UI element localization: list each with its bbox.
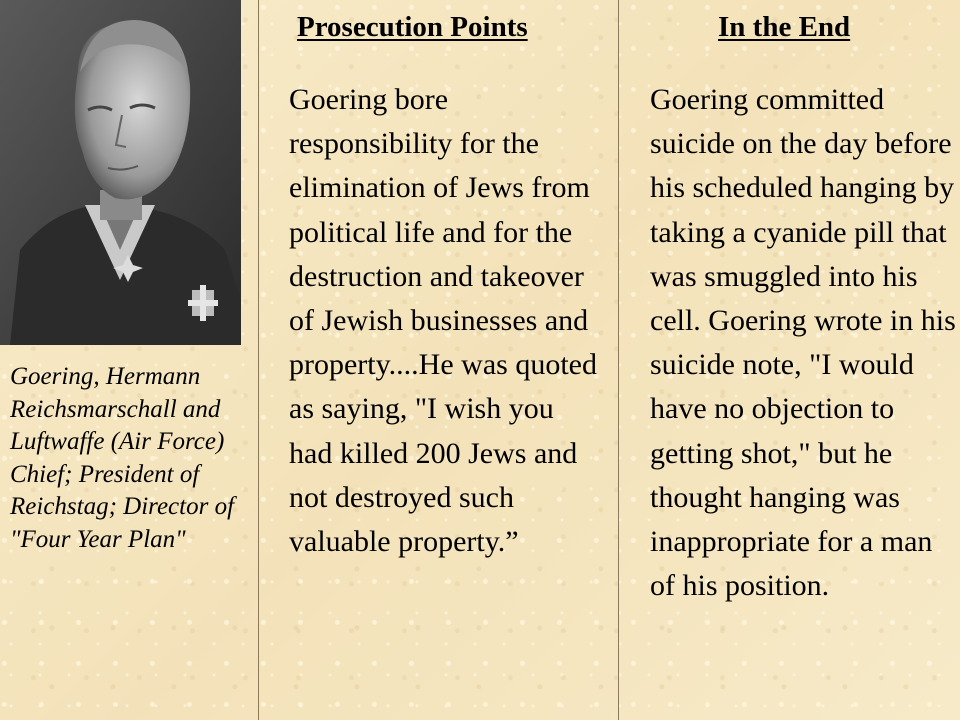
portrait-caption: Goering, Hermann Reichsmarschall and Luftwaffe (Air Force) Chief; President of Reichstag; Director of "Four Year Plan" — [10, 363, 235, 553]
in-the-end-text: Goering committed suicide on the day before his scheduled hanging by taking a cyanide pill that was smuggled into his cell. Goering wrote in his suicide note, "I would have no objection to getting shot," but he thought hanging was inappropriate for a man of his position. — [650, 83, 956, 603]
column-divider-left — [258, 0, 259, 720]
portrait-photo — [0, 0, 241, 345]
prosecution-points-text: Goering bore responsibility for the elimination of Jews from political life and for the destruction and takeover of Jewish businesses and property....He was quoted as saying, "I wish you had killed 200 Jews and not destroyed such valuable property.” — [289, 83, 597, 559]
column-divider-right — [618, 0, 619, 720]
person-portrait-icon — [0, 0, 241, 345]
in-the-end-heading: In the End — [718, 11, 851, 43]
prosecution-points-heading: Prosecution Points — [297, 11, 528, 43]
